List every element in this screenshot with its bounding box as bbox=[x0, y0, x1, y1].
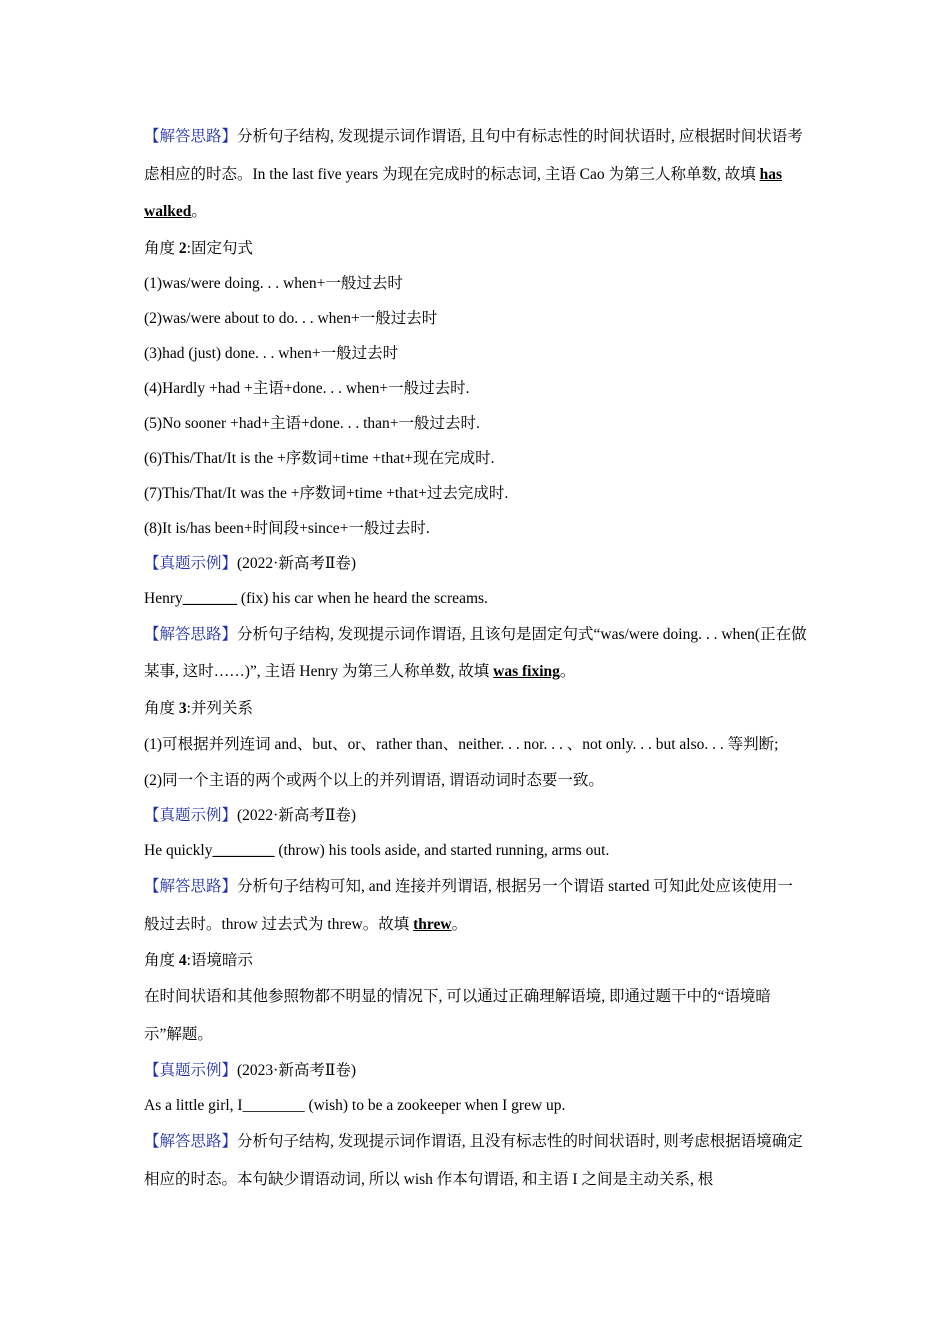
answer-idea-tag: 【解答思路】 bbox=[144, 1133, 238, 1150]
point-item: (2)同一个主语的两个或两个以上的并列谓语, 谓语动词时态要一致。 bbox=[144, 772, 604, 789]
question-text: (fix) his car when he heard the screams. bbox=[237, 589, 488, 607]
example-heading bbox=[144, 798, 808, 833]
pattern-item: (4)Hardly +had +主语+done. . . when+一般过去时. bbox=[144, 379, 470, 397]
angle-title: :语境暗示 bbox=[186, 952, 253, 969]
explanation-text: 分析句子结构, 发现提示词作谓语, 且该句是固定句式“was/were doing. . . when(正在做某事, 这时……)”, 主语 Henry 为第三人称单数, 故填 bbox=[144, 625, 807, 680]
explanation-text: 分析句子结构, 发现提示词作谓语, 且句中有标志性的时间状语时, 应根据时间状语考虑相应的时态。In the last five years 为现在完成时的标志词, 主语 Cao 为第三人称单数, 故填 bbox=[144, 128, 803, 183]
answer-text: has walked bbox=[144, 165, 783, 220]
angle-prefix: 角度 bbox=[144, 952, 179, 969]
angle-heading bbox=[144, 231, 808, 266]
angle-number: 2 bbox=[178, 239, 187, 257]
example-source: (2023·新高考Ⅱ卷) bbox=[237, 1062, 357, 1079]
pattern-item: (6)This/That/It is the +序数词+time +that+现在完成时. bbox=[144, 449, 495, 467]
question-blank: ________ bbox=[212, 842, 275, 859]
example-tag: 【真题示例】 bbox=[144, 554, 238, 572]
angle-prefix: 角度 bbox=[144, 699, 179, 717]
angle-number: 3 bbox=[178, 699, 187, 717]
question-blank: _______ bbox=[182, 589, 237, 607]
pattern-item: (1)was/were doing. . . when+一般过去时 bbox=[144, 274, 403, 292]
question-text: (throw) his tools aside, and started running, arms out. bbox=[274, 842, 610, 859]
pattern-item: (7)This/That/It was the +序数词+time +that+过去完成时. bbox=[144, 484, 509, 502]
angle-title: :固定句式 bbox=[186, 239, 253, 257]
example-explanation bbox=[144, 1123, 808, 1198]
pattern-item: (2)was/were about to do. . . when+一般过去时 bbox=[144, 309, 438, 327]
example-heading bbox=[144, 546, 808, 581]
question-text: He quickly bbox=[144, 842, 213, 859]
example-source: (2022·新高考Ⅱ卷) bbox=[237, 807, 357, 824]
pattern-item: (3)had (just) done. . . when+一般过去时 bbox=[144, 344, 399, 362]
example-question bbox=[144, 833, 808, 868]
angle-prefix: 角度 bbox=[144, 239, 179, 257]
answer-idea-tag: 【解答思路】 bbox=[144, 128, 238, 145]
explanation-text: 分析句子结构, 发现提示词作谓语, 且没有标志性的时间状语时, 则考虑根据语境确定相应的时态。本句缺少谓语动词, 所以 wish 作本句谓语, 和主语 I 之间是主动关系, 根 bbox=[144, 1133, 803, 1188]
intro-explanation bbox=[144, 118, 808, 231]
question-text: Henry bbox=[144, 589, 183, 607]
angle-description: 在时间状语和其他参照物都不明显的情况下, 可以通过正确理解语境, 即通过题干中的“语境暗示”解题。 bbox=[144, 988, 771, 1043]
answer-text: was fixing bbox=[493, 663, 560, 680]
pattern-item: (8)It is/has been+时间段+since+一般过去时. bbox=[144, 519, 430, 537]
document-page bbox=[144, 118, 808, 1198]
angle-heading bbox=[144, 943, 808, 978]
explanation-text: 分析句子结构可知, and 连接并列谓语, 根据另一个谓语 started 可知此处应该使用一般过去时。throw 过去式为 threw。故填 bbox=[144, 878, 793, 933]
explanation-end: 。 bbox=[559, 663, 576, 680]
angle-title: :并列关系 bbox=[186, 699, 253, 717]
answer-text: threw bbox=[413, 915, 452, 933]
example-tag: 【真题示例】 bbox=[144, 1062, 238, 1079]
example-question: As a little girl, I________ (wish) to be a zookeeper when I grew up. bbox=[144, 1097, 566, 1114]
pattern-item: (5)No sooner +had+主语+done. . . than+一般过去时. bbox=[144, 414, 480, 432]
example-source: (2022·新高考Ⅱ卷) bbox=[237, 554, 357, 572]
point-item: (1)可根据并列连词 and、but、or、rather than、neither. . . nor. . . 、not only. . . but also. . . 等判断; bbox=[144, 735, 779, 753]
explanation-end: 。 bbox=[451, 915, 468, 933]
explanation-end: 。 bbox=[191, 203, 207, 220]
angle-heading bbox=[144, 691, 808, 726]
answer-idea-tag: 【解答思路】 bbox=[144, 625, 238, 643]
example-explanation bbox=[144, 616, 808, 691]
angle-number: 4 bbox=[178, 952, 187, 969]
example-explanation bbox=[144, 868, 808, 943]
example-question bbox=[144, 581, 808, 616]
answer-idea-tag: 【解答思路】 bbox=[144, 878, 238, 895]
example-heading bbox=[144, 1053, 808, 1088]
example-tag: 【真题示例】 bbox=[144, 807, 238, 824]
